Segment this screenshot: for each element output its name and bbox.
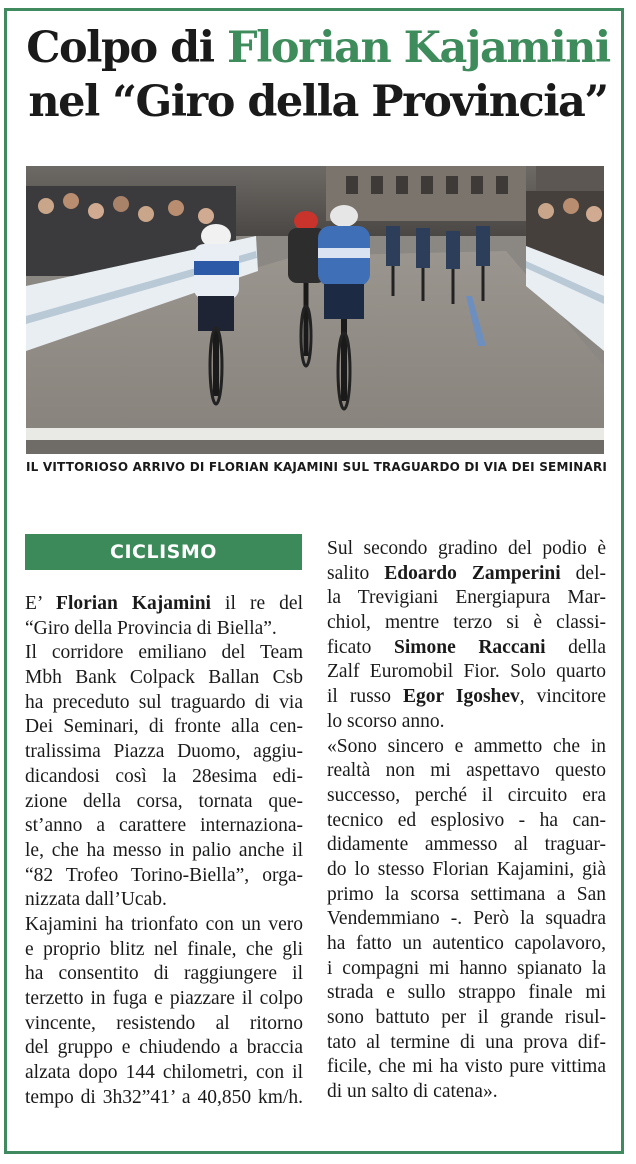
text-line <box>25 1061 303 1086</box>
text-run: tempo di 3h32”41’ a 40,850 km/h. <box>25 1086 303 1108</box>
text-run: Il corridore emiliano del Team <box>25 642 303 664</box>
photo-caption: IL VITTORIOSO ARRIVO DI FLORIAN KAJAMINI SUL TRAGUARDO DI VIA DEI SEMINARI <box>26 460 608 474</box>
text-run: didamente ammesso al traguar- <box>327 834 606 856</box>
text-line <box>327 735 606 760</box>
headline-prefix: Colpo di <box>26 23 228 73</box>
text-line <box>25 987 303 1012</box>
text-line <box>25 740 303 765</box>
text-run: chiol, mentre terzo si è classi- <box>327 612 606 634</box>
text-run: tecnico ed esplosivo - ha can- <box>327 809 606 831</box>
text-line <box>327 759 606 784</box>
headline-name: Florian Kajamini <box>227 23 610 73</box>
text-run: “Giro della Provincia di Biella”. <box>25 617 277 639</box>
text-line <box>327 710 606 735</box>
race-finish-photo <box>26 166 604 454</box>
text-line <box>327 562 606 587</box>
text-run: Kajamini ha trionfato con un vero <box>25 913 303 935</box>
text-run: Sul secondo gradino del podio è <box>327 538 606 559</box>
text-line <box>25 666 303 691</box>
text-line <box>25 691 303 716</box>
text-run: il russo <box>327 686 404 708</box>
text-line <box>327 833 606 858</box>
headline-line-1 <box>0 24 636 72</box>
text-run: ha preceduto sul traguardo di via <box>25 691 303 713</box>
text-run: do lo stesso Florian Kajamini, già <box>327 858 606 880</box>
text-run: lo scorso anno. <box>327 710 445 732</box>
text-line <box>25 888 303 913</box>
text-line <box>327 660 606 685</box>
text-run: realtà non mi aspettavo questo <box>327 760 606 782</box>
text-run: Dei Seminari, di fronte alla cen- <box>25 716 303 738</box>
text-line <box>327 1031 606 1056</box>
text-run: Mbh Bank Colpack Ballan Csb <box>25 667 303 689</box>
article-column-2 <box>327 537 606 1105</box>
text-line <box>327 586 606 611</box>
text-line <box>25 765 303 790</box>
text-run: sono battuto per il grande risul- <box>327 1007 606 1029</box>
text-run: successo, perché il circuito era <box>327 784 606 806</box>
text-line <box>25 790 303 815</box>
text-run: e proprio blitz nel finale, che gli <box>25 938 303 960</box>
text-line <box>25 617 303 642</box>
text-line <box>327 1080 606 1105</box>
text-line <box>327 981 606 1006</box>
text-run: dicandosi così la 28esima edi- <box>25 765 303 787</box>
text-run: st’anno a carattere internaziona- <box>25 815 303 837</box>
text-line <box>327 1006 606 1031</box>
text-line <box>327 636 606 661</box>
text-run: del- <box>560 562 606 584</box>
text-line <box>327 537 606 562</box>
text-run: nizzata dall’Ucab. <box>25 889 167 911</box>
bold-name: Edoardo Zamperini <box>384 562 561 584</box>
text-line <box>25 962 303 987</box>
text-line <box>25 814 303 839</box>
text-run: , vincitore <box>519 686 606 708</box>
bold-name: Egor Igoshev <box>403 686 520 708</box>
text-run: i compagni mi hanno spianato la <box>327 957 606 979</box>
text-run: terzetto in fuga e piazzare il colpo <box>25 988 303 1009</box>
text-run: zione della corsa, tornata que- <box>25 790 303 812</box>
text-line <box>25 715 303 740</box>
text-run: alzata dopo 144 chilometri, con il <box>25 1062 303 1084</box>
text-run: ha fatto un autentico capolavoro, <box>327 933 606 954</box>
headline-line-2: nel “Giro della Provincia” <box>28 77 608 127</box>
text-line <box>327 611 606 636</box>
text-run: ficato <box>327 636 394 658</box>
text-line <box>25 1012 303 1037</box>
text-run: “82 Trofeo Torino-Biella”, orga- <box>25 864 303 886</box>
text-line <box>327 858 606 883</box>
text-run: tralissima Piazza Duomo, aggiu- <box>25 741 303 763</box>
text-run: primo la scorsa settimana a San <box>327 883 606 905</box>
bold-name: Simone Raccani <box>393 636 546 658</box>
text-line <box>25 839 303 864</box>
text-line <box>327 1055 606 1080</box>
text-line <box>327 809 606 834</box>
text-run: Zalf Euromobil Fior. Solo quarto <box>327 661 606 683</box>
text-line <box>327 907 606 932</box>
text-line <box>25 641 303 666</box>
text-line <box>327 932 606 957</box>
text-run: vincente, resistendo al ritorno <box>25 1012 303 1034</box>
text-run: le, che ha messo in palio anche il <box>25 839 303 861</box>
text-run: la Trevigiani Energiapura Mar- <box>327 587 606 609</box>
text-run: ha consentito di raggiungere il <box>25 963 303 985</box>
text-run: del gruppo e chiudendo a braccia <box>25 1037 303 1059</box>
text-line <box>25 938 303 963</box>
text-line <box>327 784 606 809</box>
section-label: CICLISMO <box>25 534 302 570</box>
text-run: E’ <box>25 593 57 614</box>
article-column-1 <box>25 592 303 1110</box>
text-run: «Sono sincero e ammetto che in <box>327 735 606 757</box>
text-line <box>25 1086 303 1111</box>
text-line <box>327 685 606 710</box>
text-run: il re del <box>210 593 303 614</box>
text-run: della <box>545 636 606 658</box>
text-run: di un salto di catena». <box>327 1081 498 1103</box>
bold-name: Florian Kajamini <box>56 593 211 614</box>
text-line <box>25 864 303 889</box>
text-run: salito <box>327 562 385 584</box>
text-run: strada e sullo strappo finale mi <box>327 982 606 1004</box>
text-line <box>327 957 606 982</box>
text-line <box>327 883 606 908</box>
text-run: ficile, che mi ha visto pure vittima <box>327 1056 606 1078</box>
text-line <box>25 913 303 938</box>
text-line <box>25 1036 303 1061</box>
text-run: Vendemmiano -. Però la squadra <box>327 908 606 930</box>
text-run: tato al termine di una prova dif- <box>327 1031 606 1053</box>
text-line <box>25 592 303 617</box>
